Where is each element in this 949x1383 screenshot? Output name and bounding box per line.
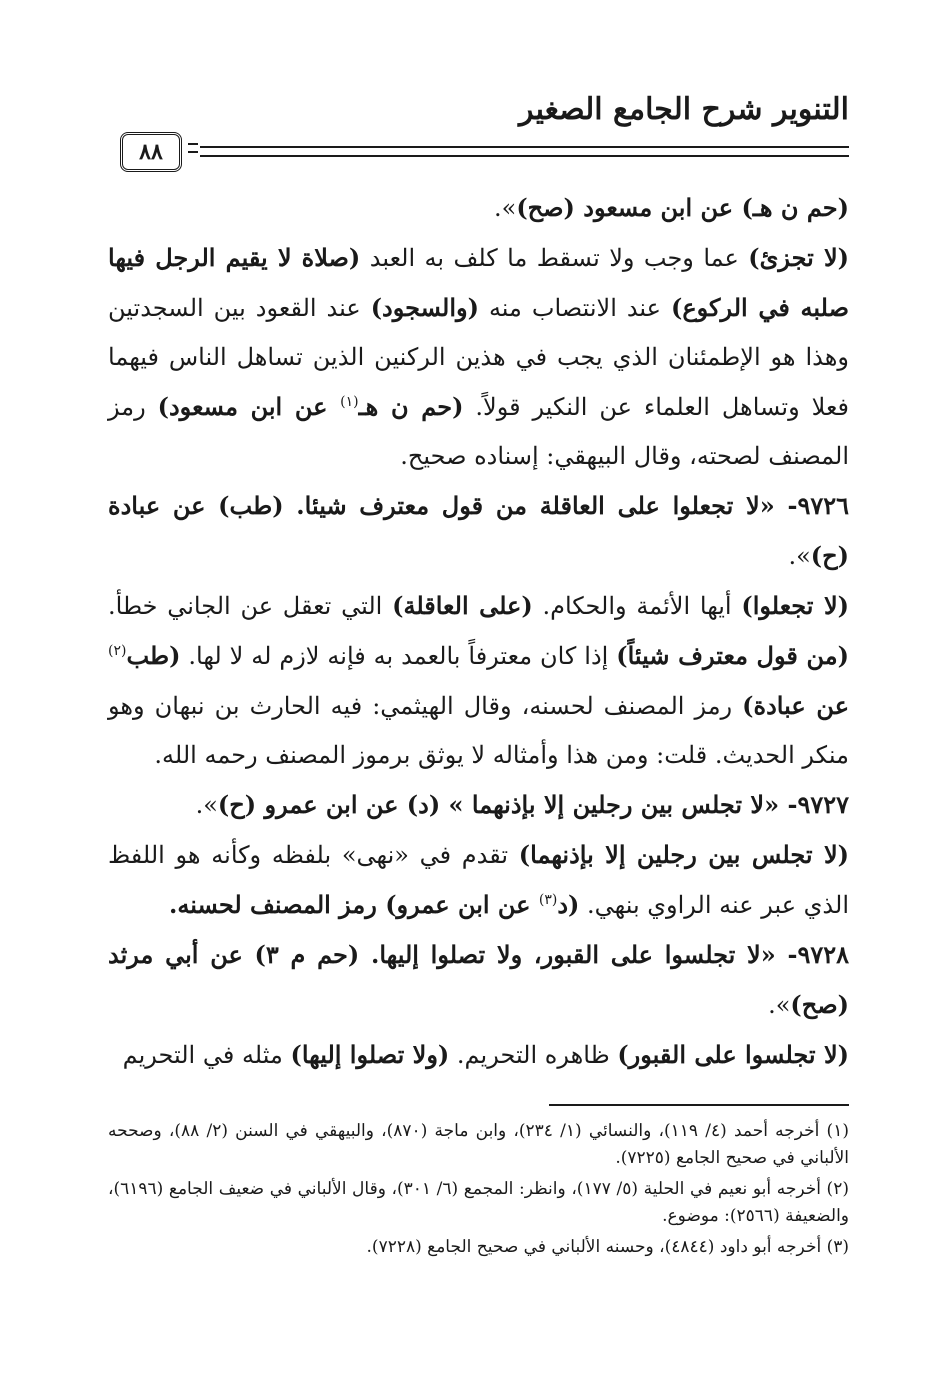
bold-text: رمز المصنف لحسنه. (169, 890, 386, 919)
running-header-title: التنوير شرح الجامع الصغير (519, 92, 849, 127)
text-run: عما وجب ولا تسقط ما كلف به العبد (360, 244, 749, 272)
page-number-ornament (188, 143, 198, 153)
bold-text: (طب (126, 641, 181, 670)
footnote-ref: (٣) (538, 892, 558, 908)
footnote-ref: (١) (340, 394, 359, 410)
bold-text: (من قول معترف شيئاً) (616, 641, 849, 670)
text-run: ». (788, 542, 811, 570)
text-run: إذا كان معترفاً بالعمد به فإنه لازم له لا لها. (180, 642, 617, 670)
bold-text: (حم ن هـ (358, 392, 464, 421)
bold-text: (والسجود) (370, 293, 479, 322)
bold-text: ٩٧٢٨- «لا تجلسوا على القبور، ولا تصلوا إليها. (حم م ٣) عن أبي مرثد (صح) (108, 940, 849, 1019)
bold-text: عن ابن عمرو) (385, 890, 539, 919)
bold-text: (د (557, 890, 580, 919)
paragraph (108, 1030, 849, 1080)
bold-text: (حم ن هـ) عن ابن مسعود (صح) (516, 193, 849, 222)
text-run: ». (768, 991, 791, 1019)
text-run: عند الانتصاب منه (478, 294, 671, 322)
paragraph (108, 481, 849, 581)
page-number-frame (108, 126, 200, 176)
text-run: ». (195, 791, 218, 819)
bold-text: (لا تجزئ) (748, 243, 849, 272)
paragraph (108, 233, 849, 481)
bold-text: ٩٧٢٦- «لا تجعلوا على العاقلة من قول معترف شيئا. (طب) عن عبادة (ح) (108, 491, 849, 570)
paragraph (108, 830, 849, 930)
paragraph (108, 780, 849, 830)
bold-text: (لا تجلس بين رجلين إلا بإذنهما) (518, 840, 849, 869)
bold-text: عن ابن مسعود) (157, 392, 341, 421)
paragraph (108, 581, 849, 780)
footnotes (108, 1118, 849, 1265)
text-run: تقدم في «نهى» بلفظه وكأنه هو اللفظ الذي عبر عنه الراوي بنهي. (108, 841, 849, 919)
text-run: التي تعقل عن الجاني خطأ. (108, 592, 393, 620)
footnote-ref: (٢) (108, 643, 127, 659)
text-run: ». (494, 194, 517, 222)
text-run: مثله في التحريم (122, 1041, 291, 1069)
text-run: رمز المصنف لصحته، وقال البيهقي: إسناده صحيح. (108, 393, 849, 470)
main-text (108, 183, 849, 1080)
header-double-rule (108, 146, 849, 157)
bold-text: (على العاقلة) (392, 591, 533, 620)
bold-text: عن عبادة) (742, 691, 850, 720)
bold-text: (لا تجعلوا) (741, 591, 849, 620)
bold-text: ٩٧٢٧- «لا تجلس بين رجلين إلا بإذنهما » (د) عن ابن عمرو (ح) (217, 790, 849, 819)
footnote: (١) أخرجه أحمد (٤/ ١١٩)، والنسائي (١/ ٢٣٤)، وابن ماجة (٨٧٠)، والبيهقي في السنن (٢/ ٨٨)، وصححه الألباني في صحيح الجامع (٧٢٢٥). (108, 1121, 849, 1168)
paragraph (108, 930, 849, 1030)
page-number: ٨٨ (120, 132, 182, 172)
bold-text: (صلاة لا يقيم الرجل فيها صلبه في الركوع) (108, 243, 849, 322)
text-run: عند القعود بين السجدتين وهذا هو الإطمئنان الذي يجب في هذين الركنين الذين تساهل الناس فيهما فعلا وتساهل العلماء عن النكير قولاً. (108, 294, 850, 421)
footnote: (٢) أخرجه أبو نعيم في الحلية (٥/ ١٧٧)، وانظر: المجمع (٦/ ٣٠١)، وقال الألباني في ضعيف الجامع (٦١٩٦)، والضعيفة (٢٥٦٦): موضوع. (108, 1179, 849, 1226)
text-run: ظاهره التحريم. (449, 1041, 618, 1069)
text-run: أيها الأئمة والحكام. (532, 592, 742, 620)
bold-text: (ولا تصلوا إليها) (290, 1040, 450, 1069)
bold-text: (لا تجلسوا على القبور) (617, 1040, 849, 1069)
text-run: رمز المصنف لحسنه، وقال الهيثمي: فيه الحارث بن نبهان وهو منكر الحديث. قلت: ومن هذا وأمثاله لا يوثق برموز المصنف رحمه الله. (108, 692, 849, 769)
footnote-separator (549, 1104, 849, 1106)
footnote: (٣) أخرجه أبو داود (٤٨٤٤)، وحسنه الألباني في صحيح الجامع (٧٢٢٨). (366, 1237, 849, 1257)
paragraph (108, 183, 849, 233)
